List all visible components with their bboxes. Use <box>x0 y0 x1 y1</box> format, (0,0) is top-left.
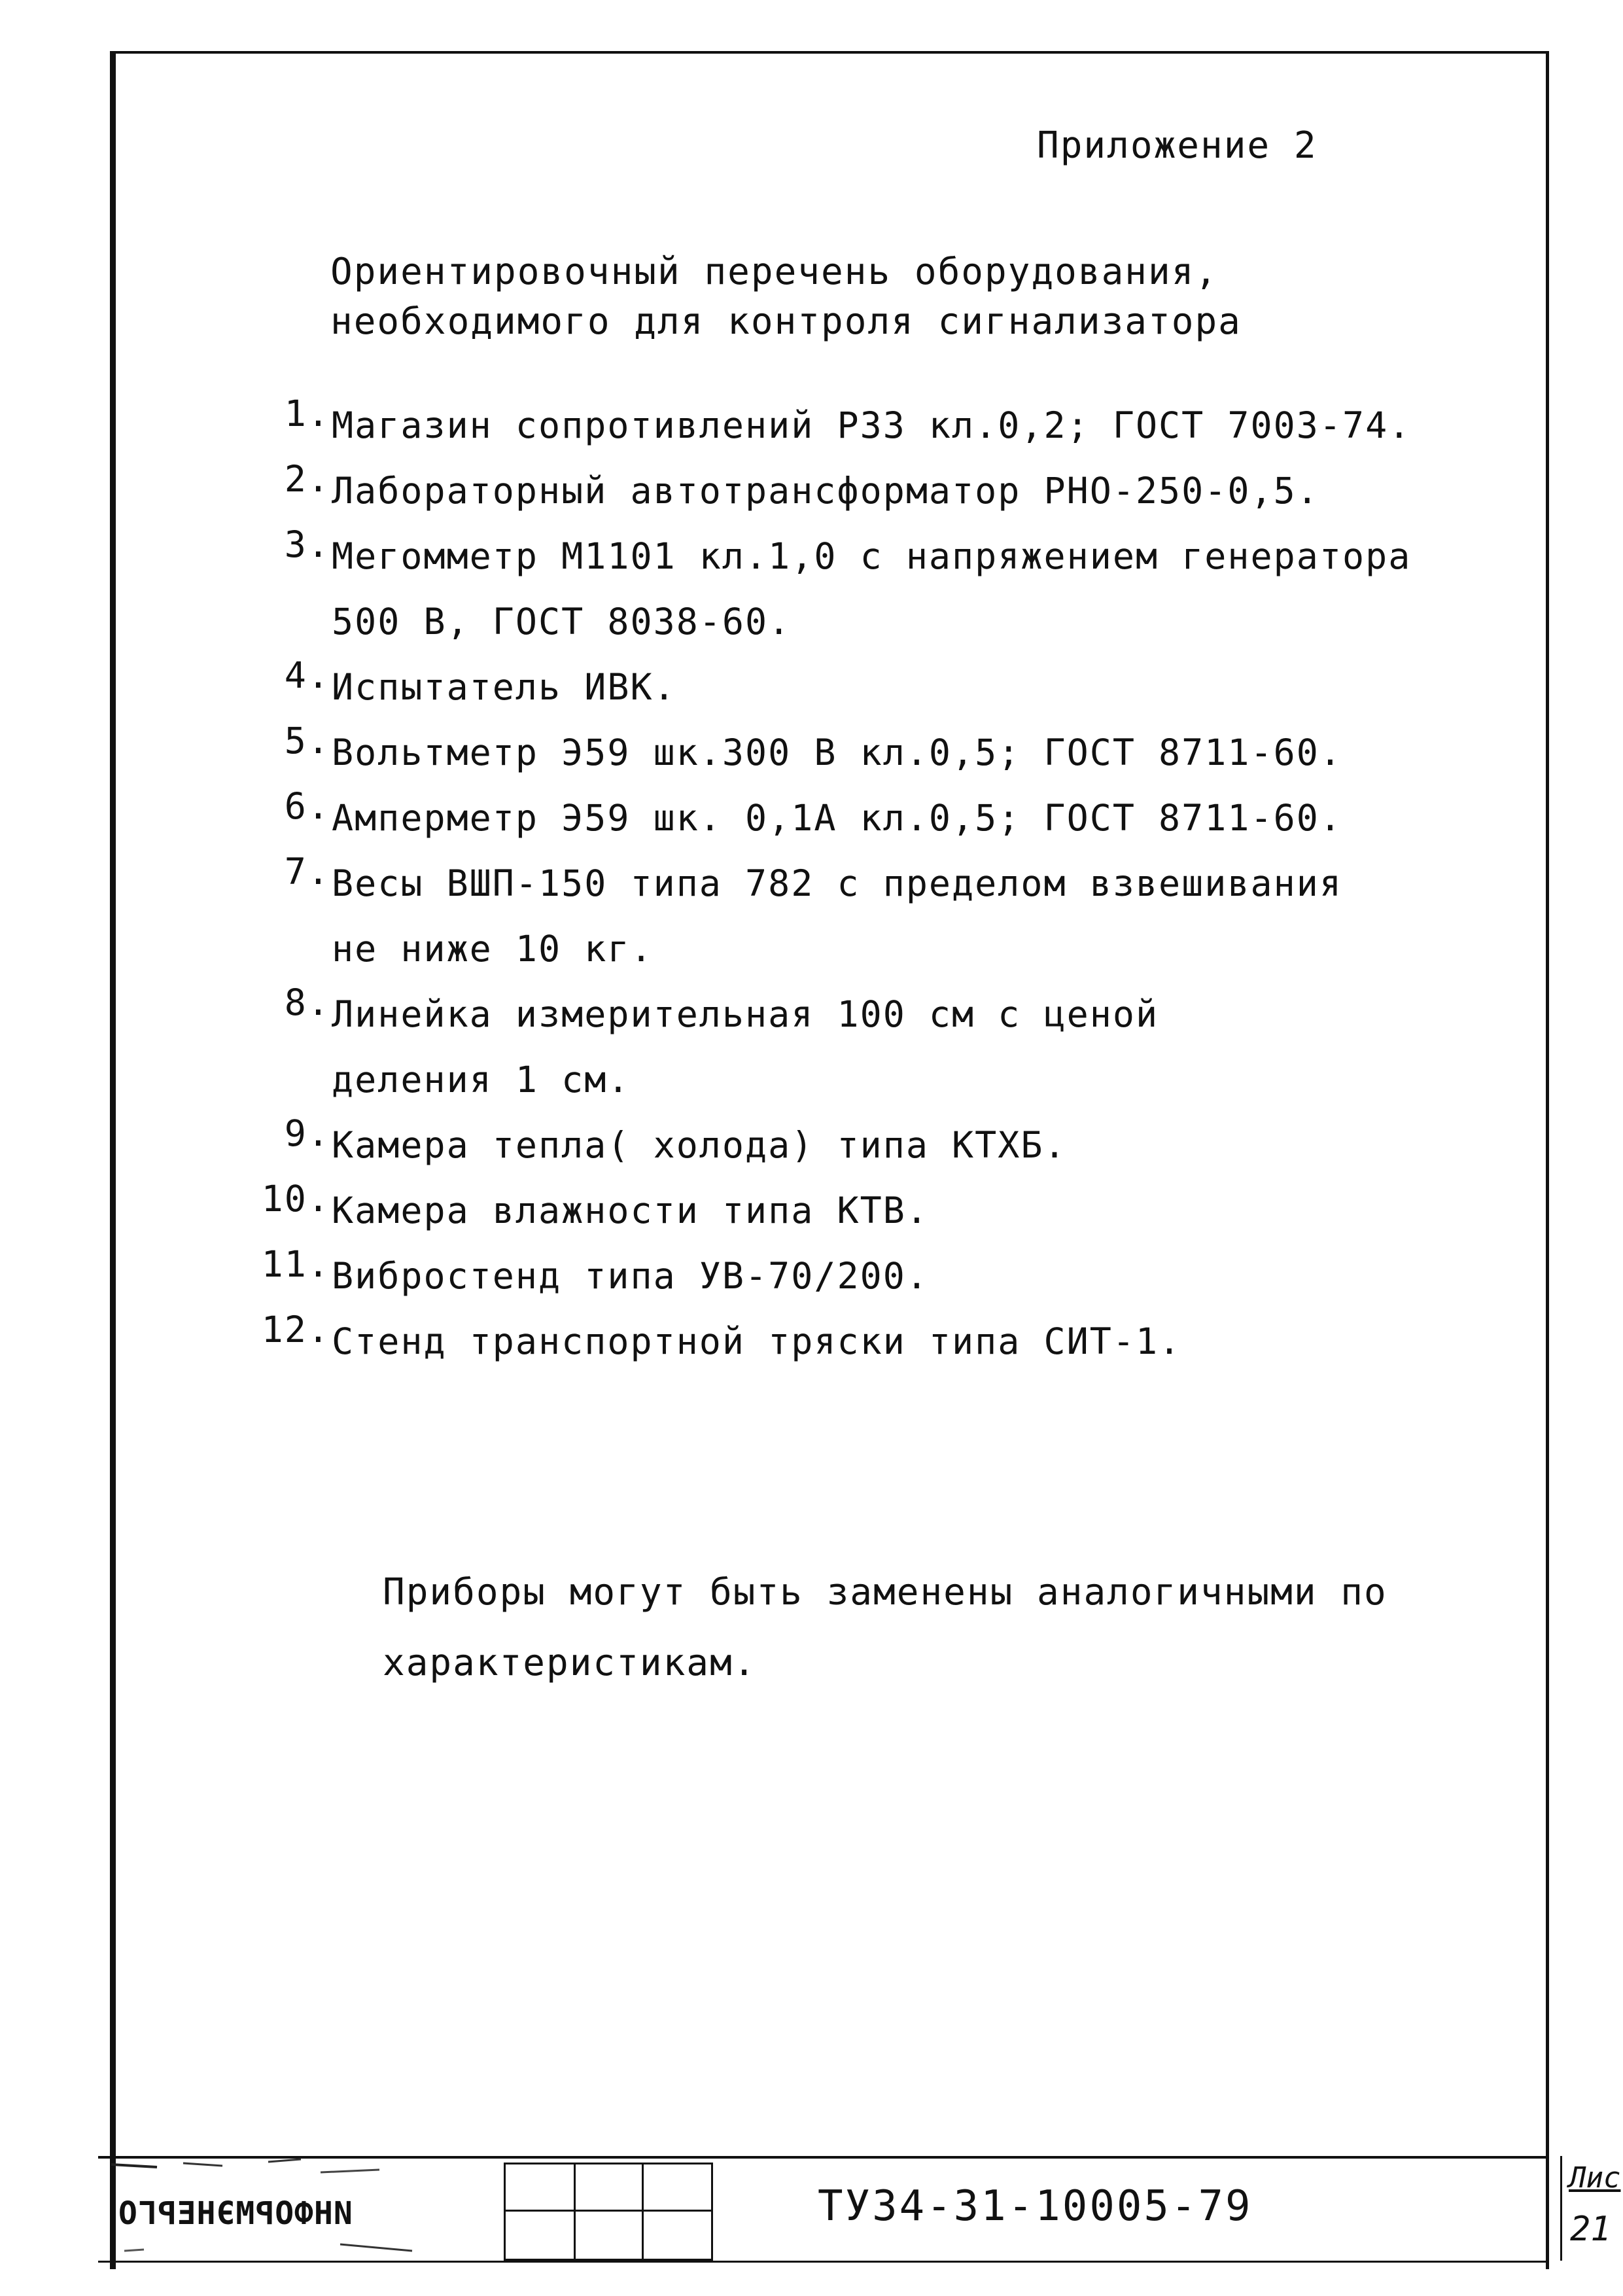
grid-cell <box>642 2210 713 2261</box>
item-number: 3. <box>284 523 330 565</box>
grid-cell <box>504 2210 576 2261</box>
item-number: 11. <box>261 1243 330 1285</box>
equipment-item <box>242 1243 1411 1309</box>
item-number: 12. <box>261 1309 330 1351</box>
sheet-number: 21 <box>1570 2210 1611 2249</box>
equipment-item <box>242 523 1411 654</box>
item-number: 6. <box>284 785 330 827</box>
grid-cell <box>574 2163 644 2212</box>
item-text-continuation: 500 В, ГОСТ 8038-60. <box>332 601 792 643</box>
item-number: 1. <box>284 393 330 434</box>
equipment-item <box>242 654 1411 720</box>
item-number: 4. <box>284 654 330 696</box>
grid-cell <box>504 2163 576 2212</box>
grid-cell <box>642 2163 713 2212</box>
equipment-item <box>242 1112 1411 1178</box>
item-number: 8. <box>284 981 330 1023</box>
note-line-1: Приборы могут быть заменены аналогичными по <box>383 1571 1387 1614</box>
heading-line-2: необходимого для контроля сигнализатора <box>330 300 1242 343</box>
equipment-item <box>242 1309 1411 1374</box>
heading-line-1: Ориентировочный перечень оборудования, <box>330 251 1219 293</box>
sheet-label: Лис <box>1569 2161 1621 2195</box>
equipment-item <box>242 785 1411 851</box>
item-number: 2. <box>284 458 330 500</box>
document-heading <box>330 247 1242 347</box>
item-number: 5. <box>284 720 330 762</box>
equipment-item <box>242 1178 1411 1243</box>
item-text: Лабораторный автотрансформатор РНО-250-0,5. <box>332 470 1319 512</box>
item-text: Камера тепла( холода) типа КТХБ. <box>332 1124 1067 1166</box>
item-number: 10. <box>261 1178 330 1220</box>
document-designation: ТУ34-31-10005-79 <box>818 2182 1253 2231</box>
equipment-list <box>242 393 1411 1374</box>
equipment-item <box>242 981 1411 1112</box>
item-text-continuation: деления 1 см. <box>332 1059 631 1101</box>
equipment-item <box>242 393 1411 458</box>
organization-stamp: ИНФОРМЭНЕРГО <box>118 2195 353 2232</box>
item-text: Амперметр Э59 шк. 0,1А кл.0,5; ГОСТ 8711-60. <box>332 797 1342 839</box>
scan-noise-marks <box>105 2153 419 2284</box>
equipment-item <box>242 458 1411 523</box>
item-text: Испытатель ИВК. <box>332 666 676 708</box>
item-number: 9. <box>284 1112 330 1154</box>
item-text: Вибростенд типа УВ-70/200. <box>332 1255 929 1297</box>
item-text: Вольтметр Э59 шк.300 В кл.0,5; ГОСТ 8711-60. <box>332 732 1342 773</box>
item-text: Мегомметр М1101 кл.1,0 с напряжением генератора <box>332 535 1412 577</box>
grid-cell <box>574 2210 644 2261</box>
item-text-continuation: не ниже 10 кг. <box>332 928 654 970</box>
item-number: 7. <box>284 851 330 892</box>
item-text: Весы ВШП-150 типа 782 с пределом взвешивания <box>332 862 1342 904</box>
item-text: Магазин сопротивлений Р33 кл.0,2; ГОСТ 7003-74. <box>332 404 1412 446</box>
equipment-item <box>242 720 1411 785</box>
replacement-note <box>383 1557 1387 1699</box>
equipment-item <box>242 851 1411 981</box>
appendix-label: Приложение 2 <box>1037 124 1318 167</box>
note-line-2: характеристикам. <box>383 1642 757 1684</box>
title-block-grid <box>504 2163 713 2261</box>
item-text: Линейка измерительная 100 см с ценой <box>332 993 1159 1035</box>
item-text: Камера влажности типа КТВ. <box>332 1190 929 1231</box>
item-text: Стенд транспортной тряски типа СИТ-1. <box>332 1320 1182 1362</box>
